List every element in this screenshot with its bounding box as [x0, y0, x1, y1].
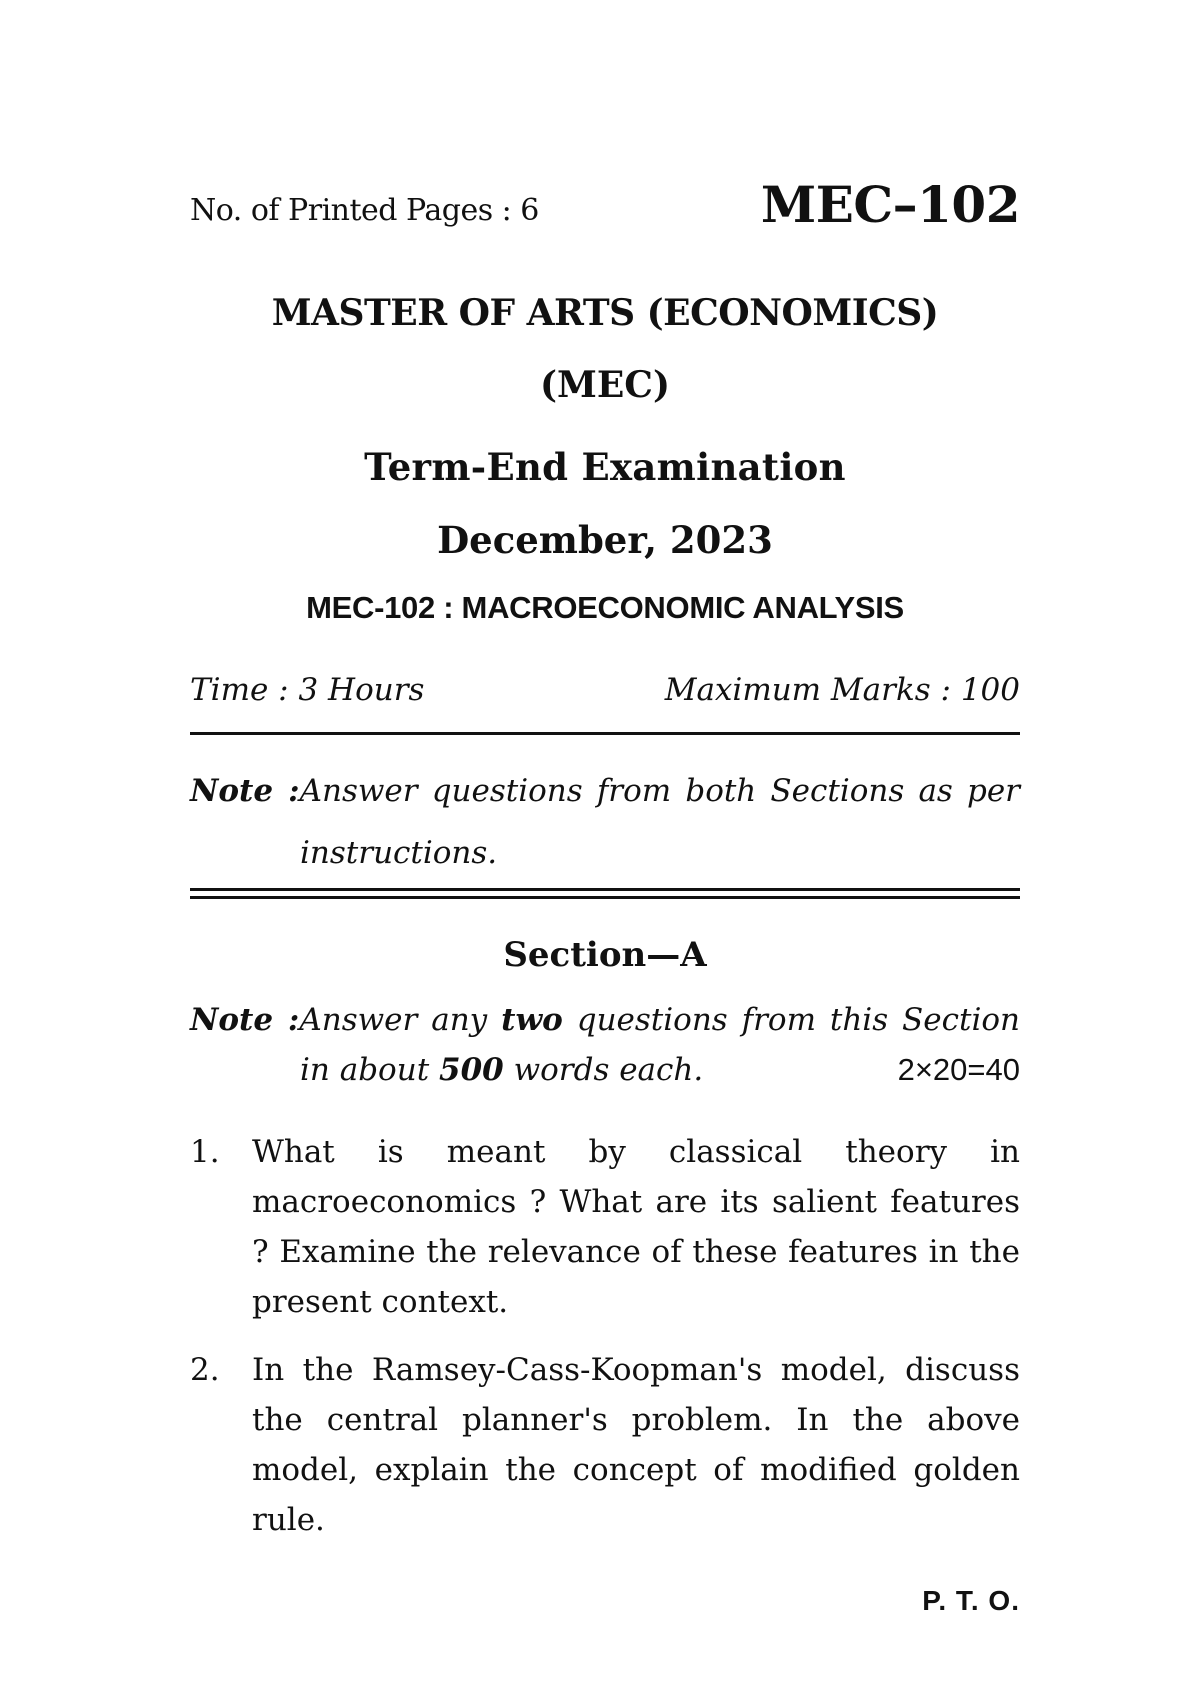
note-text: Answer questions from both Sections as per	[299, 773, 1020, 809]
section-note	[190, 995, 1020, 1095]
section-note-line-1	[190, 995, 1020, 1045]
program-title: MASTER OF ARTS (ECONOMICS)	[271, 292, 939, 334]
double-rule-bottom	[190, 896, 1020, 899]
divider-rule	[190, 732, 1020, 735]
section-note-emphasis-two: two	[501, 1002, 563, 1038]
double-rule-top	[190, 888, 1020, 891]
section-marks: 2×20=40	[897, 1052, 1020, 1087]
section-note-part-3: in about	[300, 1052, 440, 1088]
paper-title: MEC-102 : MACROECONOMIC ANALYSIS	[306, 590, 904, 625]
section-note-line-2	[190, 1045, 1020, 1095]
general-note	[190, 760, 1020, 884]
time-allowed: Time : 3 Hours	[190, 672, 425, 708]
general-note-line-1	[190, 760, 1020, 822]
program-abbreviation: (MEC)	[539, 364, 670, 406]
exam-meta-row	[190, 672, 1020, 716]
general-note-line-2: instructions.	[300, 835, 498, 871]
exam-session: December, 2023	[437, 518, 773, 562]
please-turn-over: P. T. O.	[922, 1585, 1020, 1616]
course-code: MEC–102	[760, 175, 1020, 234]
header-row	[190, 175, 1020, 235]
section-note-label: Note :	[190, 1002, 300, 1038]
exam-title: Term-End Examination	[364, 445, 846, 489]
exam-page	[190, 0, 1020, 1699]
section-heading: Section—A	[503, 935, 707, 975]
section-note-emphasis-words: 500	[439, 1052, 504, 1088]
question-item	[190, 1345, 1020, 1545]
question-text: What is meant by classical theory in macroeconomics ? What are its salient features ? Examine the relevance of these features in the present context.	[252, 1134, 1020, 1320]
question-number: 2.	[190, 1352, 220, 1388]
note-label: Note :	[190, 773, 300, 809]
section-note-part-2: questions from this Section	[562, 1002, 1020, 1038]
printed-pages-count: No. of Printed Pages : 6	[190, 193, 539, 228]
question-text: In the Ramsey-Cass-Koopman's model, discuss the central planner's problem. In the above model, explain the concept of modified golden rule.	[252, 1352, 1020, 1538]
question-number: 1.	[190, 1134, 220, 1170]
section-note-part-1: Answer any	[299, 1002, 502, 1038]
section-note-part-4: words each.	[503, 1052, 704, 1088]
maximum-marks: Maximum Marks : 100	[664, 672, 1020, 708]
question-item	[190, 1127, 1020, 1327]
